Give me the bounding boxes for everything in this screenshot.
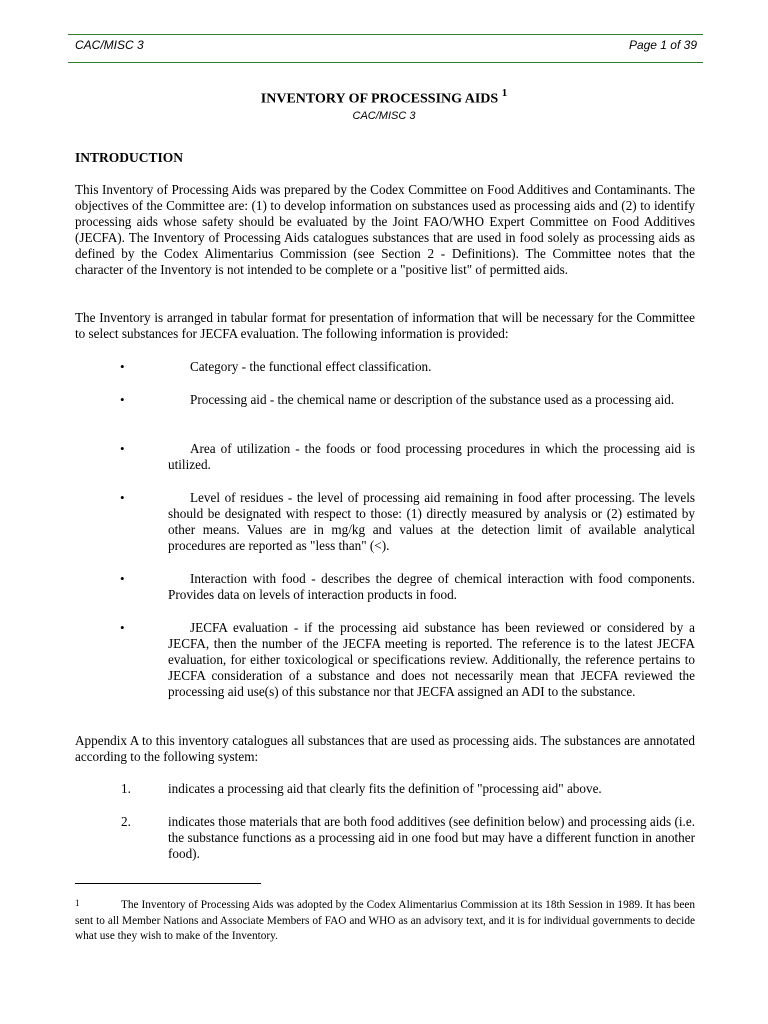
title-footnote-ref[interactable]: 1	[501, 87, 508, 99]
footnote-separator	[75, 883, 261, 884]
intro-paragraph: This Inventory of Processing Aids was prepared by the Codex Committee on Food Additives and Contaminants. The objectives of the Committee are: (1) to develop information on substances used as processing aids and (2) to identify processing aids whose safety should be evaluated by the Joint FAO/WHO Expert Committee on Food Additives (JECFA). The Inventory of Processing Aids catalogues substances that are used in food solely as processing aids as defined by the Codex Alimentarius Commission (see Section 2 - Definitions). The Committee notes that the character of the Inventory is not intended to be complete or a "positive list" of permitted aids.	[75, 182, 695, 277]
document-title-text: INVENTORY OF PROCESSING AIDS	[260, 91, 499, 107]
appendix-paragraph: Appendix A to this inventory catalogues all substances that are used as processing aids. The substances are annotated according to the following system:	[75, 733, 695, 764]
document-subtitle: CAC/MISC 3	[352, 110, 416, 122]
header-top-rule	[68, 34, 703, 35]
bullet-item	[168, 490, 695, 554]
numbered-item-number: 2.	[121, 814, 131, 829]
header-page-number: Page 1 of 39	[628, 38, 697, 52]
bullet-item	[168, 441, 695, 473]
bullet-marker: •	[120, 620, 125, 635]
numbered-item-number: 1.	[121, 781, 131, 796]
bullet-item	[168, 359, 695, 375]
bullet-text: JECFA evaluation - if the processing aid substance has been reviewed or considered by a JECFA, then the number of the JECFA meeting is reported. The reference is to the latest JECFA evaluation, for either toxicological or specifications review. Additionally, the reference pertains to JECFA consideration of a substance and does not necessarily mean that JECFA reviewed the processing aid use(s) of this substance nor that JECFA assigned an ADI to the substance.	[168, 620, 695, 699]
bullet-item	[168, 620, 695, 700]
numbered-item-text: indicates a processing aid that clearly fits the definition of "processing aid" above.	[168, 781, 602, 796]
bullet-item	[168, 571, 695, 603]
footnote-mark: 1	[75, 898, 80, 908]
bullet-text: Processing aid - the chemical name or description of the substance used as a processing aid.	[190, 392, 675, 407]
bullet-marker: •	[120, 490, 125, 505]
bullet-text: Interaction with food - describes the degree of chemical interaction with food components. Provides data on levels of interaction products in food.	[168, 571, 695, 602]
bullet-marker: •	[120, 359, 125, 374]
bullet-marker: •	[120, 392, 125, 407]
bullet-text: Area of utilization - the foods or food processing procedures in which the processing aid is utilized.	[168, 441, 695, 472]
bullet-item	[168, 392, 695, 408]
header-bottom-rule	[68, 62, 703, 63]
bullet-text: Category - the functional effect classification.	[190, 359, 432, 374]
header-doc-code: CAC/MISC 3	[75, 38, 144, 52]
numbered-item-text: indicates those materials that are both food additives (see definition below) and processing aids (i.e. the substance functions as a processing aid in one food but may have a different function in another food).	[168, 814, 695, 861]
footnote-text: The Inventory of Processing Aids was adopted by the Codex Alimentarius Commission at its 18th Session in 1989. It has been sent to all Member Nations and Associate Members of FAO and WHO as an advisory text, and it is for individual governments to decide what use they wish to make of the Inventory.	[75, 899, 695, 942]
section-heading: INTRODUCTION	[75, 150, 184, 165]
document-title	[0, 88, 768, 108]
bullet-marker: •	[120, 441, 125, 456]
bullet-text: Level of residues - the level of processing aid remaining in food after processing. The levels should be designated with respect to those: (1) directly measured by analysis or (2) estimated by other means. Values are in mg/kg and values at the detection limit of available analytical procedures are reported as "less than" (<).	[168, 490, 695, 553]
footnote	[75, 898, 695, 945]
format-paragraph: The Inventory is arranged in tabular format for presentation of information that will be necessary for the Committee to select substances for JECFA evaluation. The following information is provided:	[75, 310, 695, 341]
bullet-marker: •	[120, 571, 125, 586]
